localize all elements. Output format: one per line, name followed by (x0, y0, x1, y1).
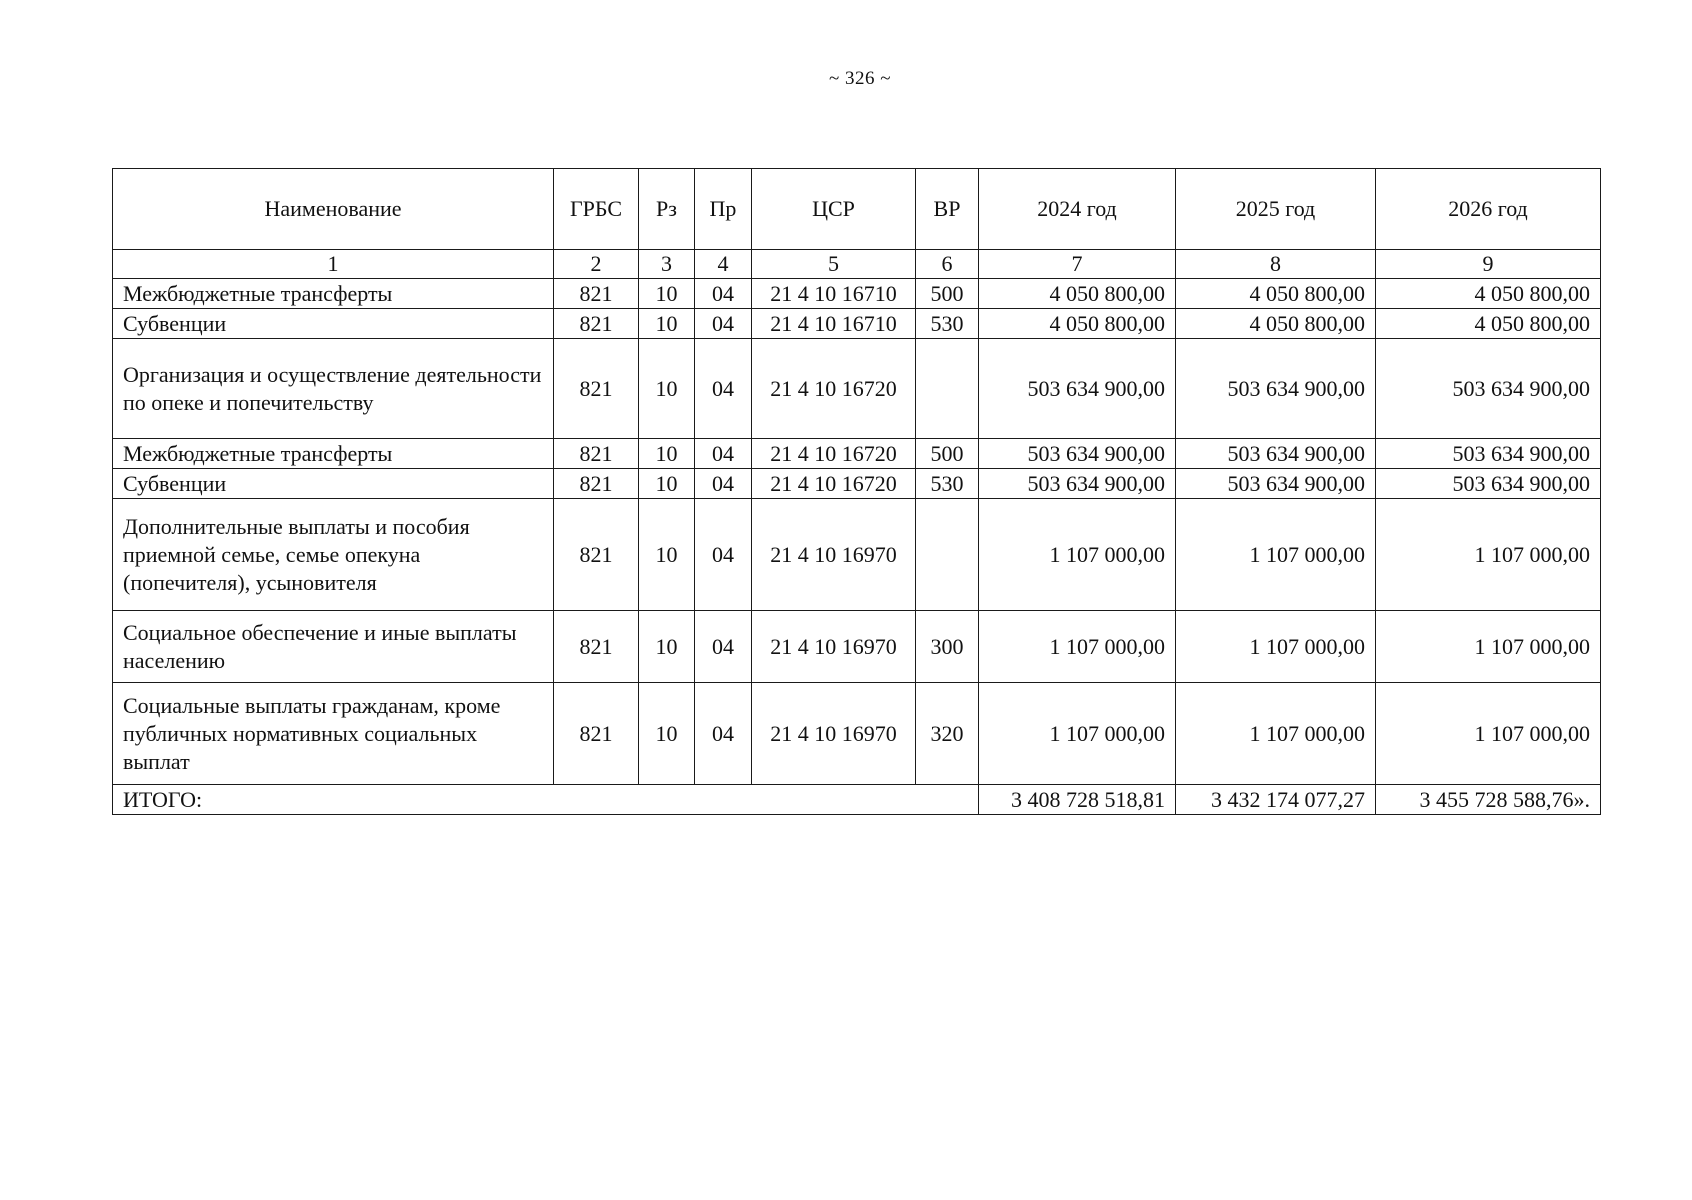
row-grbs: 821 (554, 439, 639, 469)
header-2026: 2026 год (1376, 169, 1601, 250)
row-grbs: 821 (554, 683, 639, 785)
row-vr: 300 (916, 611, 979, 683)
row-amount-2024: 1 107 000,00 (979, 499, 1176, 611)
row-amount-2024: 503 634 900,00 (979, 439, 1176, 469)
column-number: 7 (979, 250, 1176, 279)
header-vr: ВР (916, 169, 979, 250)
column-number: 1 (113, 250, 554, 279)
total-amount-2024: 3 408 728 518,81 (979, 785, 1176, 815)
row-grbs: 821 (554, 279, 639, 309)
row-grbs: 821 (554, 309, 639, 339)
table-row (113, 683, 1601, 785)
total-amount-2026: 3 455 728 588,76». (1376, 785, 1601, 815)
row-vr: 530 (916, 309, 979, 339)
column-number-row (113, 250, 1601, 279)
table-row (113, 499, 1601, 611)
row-grbs: 821 (554, 611, 639, 683)
row-pr: 04 (695, 339, 752, 439)
row-rz: 10 (639, 683, 695, 785)
column-number: 4 (695, 250, 752, 279)
header-csr: ЦСР (752, 169, 916, 250)
row-name: Межбюджетные трансферты (113, 439, 554, 469)
row-amount-2025: 1 107 000,00 (1176, 611, 1376, 683)
row-pr: 04 (695, 469, 752, 499)
row-vr: 320 (916, 683, 979, 785)
header-rz: Рз (639, 169, 695, 250)
row-rz: 10 (639, 309, 695, 339)
row-amount-2025: 1 107 000,00 (1176, 683, 1376, 785)
row-csr: 21 4 10 16710 (752, 279, 916, 309)
row-amount-2026: 4 050 800,00 (1376, 309, 1601, 339)
table-row (113, 339, 1601, 439)
row-grbs: 821 (554, 469, 639, 499)
header-grbs: ГРБС (554, 169, 639, 250)
row-name: Межбюджетные трансферты (113, 279, 554, 309)
row-csr: 21 4 10 16720 (752, 339, 916, 439)
column-number: 9 (1376, 250, 1601, 279)
row-name: Организация и осуществление деятельности по опеке и попечительству (113, 339, 554, 439)
header-2024: 2024 год (979, 169, 1176, 250)
table-row (113, 611, 1601, 683)
row-csr: 21 4 10 16970 (752, 611, 916, 683)
row-amount-2026: 1 107 000,00 (1376, 611, 1601, 683)
column-number: 2 (554, 250, 639, 279)
row-amount-2026: 1 107 000,00 (1376, 683, 1601, 785)
row-amount-2024: 503 634 900,00 (979, 339, 1176, 439)
row-amount-2025: 503 634 900,00 (1176, 439, 1376, 469)
table-row (113, 469, 1601, 499)
row-amount-2025: 4 050 800,00 (1176, 279, 1376, 309)
table-row (113, 309, 1601, 339)
row-vr (916, 339, 979, 439)
row-pr: 04 (695, 611, 752, 683)
row-amount-2024: 4 050 800,00 (979, 309, 1176, 339)
row-amount-2024: 503 634 900,00 (979, 469, 1176, 499)
column-number: 3 (639, 250, 695, 279)
row-rz: 10 (639, 339, 695, 439)
row-amount-2026: 1 107 000,00 (1376, 499, 1601, 611)
row-amount-2024: 1 107 000,00 (979, 683, 1176, 785)
row-vr (916, 499, 979, 611)
row-amount-2026: 4 050 800,00 (1376, 279, 1601, 309)
row-vr: 500 (916, 439, 979, 469)
row-amount-2025: 503 634 900,00 (1176, 469, 1376, 499)
column-number: 8 (1176, 250, 1376, 279)
page-number: ~ 326 ~ (828, 68, 892, 89)
row-csr: 21 4 10 16710 (752, 309, 916, 339)
row-amount-2026: 503 634 900,00 (1376, 469, 1601, 499)
table-header-row (113, 169, 1601, 250)
row-vr: 500 (916, 279, 979, 309)
table-row (113, 439, 1601, 469)
row-amount-2026: 503 634 900,00 (1376, 339, 1601, 439)
row-name: Субвенции (113, 469, 554, 499)
row-name: Социальные выплаты гражданам, кроме публичных нормативных социальных выплат (113, 683, 554, 785)
header-name: Наименование (113, 169, 554, 250)
table-row (113, 279, 1601, 309)
row-rz: 10 (639, 499, 695, 611)
row-pr: 04 (695, 683, 752, 785)
row-amount-2025: 1 107 000,00 (1176, 499, 1376, 611)
header-2025: 2025 год (1176, 169, 1376, 250)
row-pr: 04 (695, 439, 752, 469)
row-amount-2026: 503 634 900,00 (1376, 439, 1601, 469)
total-amount-2025: 3 432 174 077,27 (1176, 785, 1376, 815)
row-amount-2025: 503 634 900,00 (1176, 339, 1376, 439)
row-csr: 21 4 10 16720 (752, 469, 916, 499)
row-pr: 04 (695, 309, 752, 339)
row-csr: 21 4 10 16970 (752, 499, 916, 611)
column-number: 5 (752, 250, 916, 279)
row-csr: 21 4 10 16970 (752, 683, 916, 785)
row-name: Социальное обеспечение и иные выплаты населению (113, 611, 554, 683)
row-rz: 10 (639, 279, 695, 309)
row-rz: 10 (639, 469, 695, 499)
row-vr: 530 (916, 469, 979, 499)
row-grbs: 821 (554, 339, 639, 439)
row-name: Субвенции (113, 309, 554, 339)
row-pr: 04 (695, 499, 752, 611)
row-csr: 21 4 10 16720 (752, 439, 916, 469)
budget-table (112, 168, 1601, 815)
total-label: ИТОГО: (113, 785, 979, 815)
column-number: 6 (916, 250, 979, 279)
row-name: Дополнительные выплаты и пособия приемной семье, семье опекуна (попечителя), усыновителя (113, 499, 554, 611)
row-pr: 04 (695, 279, 752, 309)
row-rz: 10 (639, 611, 695, 683)
row-amount-2025: 4 050 800,00 (1176, 309, 1376, 339)
total-row (113, 785, 1601, 815)
header-pr: Пр (695, 169, 752, 250)
row-amount-2024: 1 107 000,00 (979, 611, 1176, 683)
row-amount-2024: 4 050 800,00 (979, 279, 1176, 309)
row-rz: 10 (639, 439, 695, 469)
row-grbs: 821 (554, 499, 639, 611)
